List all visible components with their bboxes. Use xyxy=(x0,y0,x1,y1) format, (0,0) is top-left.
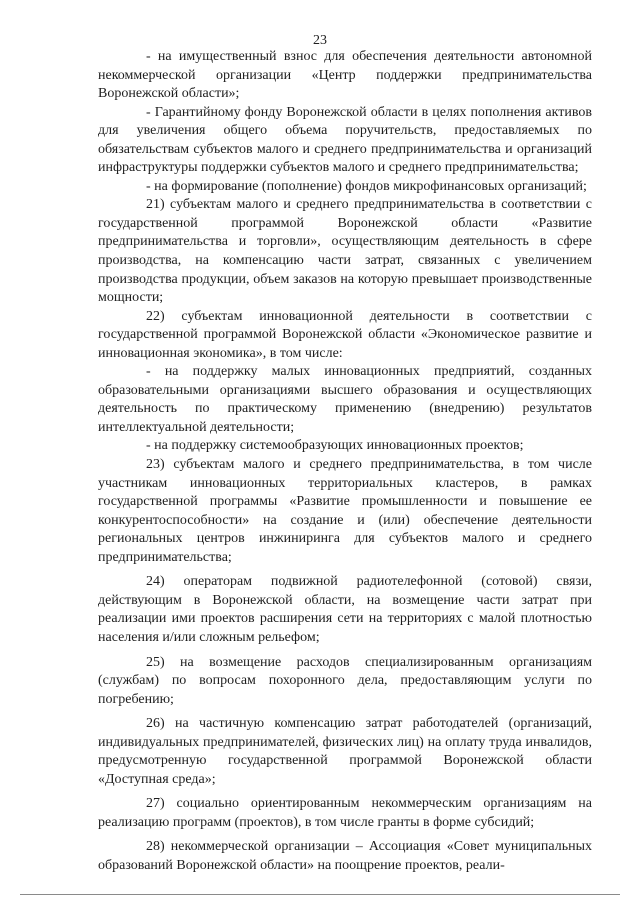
paragraph-item-23: 23) субъектам малого и среднего предпринимательства, в том числе участникам инновационных территориальных кластеров, в рамках государственной программы «Развитие промышленности и повышение ее конкурентоспособности» на создание и (или) обеспечение деятельности региональных центров инжиниринга для субъектов малого и среднего предпринимательства; xyxy=(98,457,592,565)
paragraph-item-26: 26) на частичную компенсацию затрат работодателей (организаций, индивидуальных предпринимателей, физических лиц) на оплату труда инвалидов, предусмотренную государственной программой Воронежской области «Доступная среда»; xyxy=(98,716,592,787)
document-body xyxy=(98,48,592,876)
paragraph-guarantee-fund: - Гарантийному фонду Воронежской области в целях пополнения активов для увеличения общего объема поручительств, предоставляемых по обязательствам субъектов малого и среднего предпринимательства и организаций инфраструктуры поддержки субъектов малого и среднего предпринимательства; xyxy=(98,104,592,176)
page-number: 23 xyxy=(313,33,327,48)
paragraph-item-27: 27) социально ориентированным некоммерческим организациям на реализацию программ (проектов), в том числе гранты в форме субсидий; xyxy=(98,796,592,830)
paragraph-item-21: 21) субъектам малого и среднего предпринимательства в соответствии с государственной программой Воронежской области «Развитие предпринимательства и торговли», осуществляющим деятельность в сфере производства, на компенсацию части затрат, связанных с увеличением производства продукции, объем заказов на которую превышает производственные мощности; xyxy=(98,197,592,306)
paragraph-item-25: 25) на возмещение расходов специализированным организациям (службам) по вопросам похоронного дела, предоставляющим услуги по погребению; xyxy=(98,654,592,707)
paragraph-item-24: 24) операторам подвижной радиотелефонной (сотовой) связи, действующим в Воронежской области, на возмещение части затрат при реализации ими проектов расширения сети на территориях с малой плотностью населения и/или сложным рельефом; xyxy=(98,574,592,645)
bottom-rule xyxy=(20,894,620,895)
paragraph-small-innovative: - на поддержку малых инновационных предприятий, созданных образовательными организациями высшего образования и осуществляющих деятельность по практическому применению (внедрению) результатов интеллектуальной деятельности; xyxy=(98,364,592,435)
paragraph-item-22: 22) субъектам инновационной деятельности в соответствии с государственной программой Воронежской области «Экономическое развитие и инновационная экономика», в том числе: xyxy=(98,308,592,361)
paragraph-item-28: 28) некоммерческой организации – Ассоциация «Совет муниципальных образований Воронежской области» на поощрение проектов, реали- xyxy=(98,839,592,873)
paragraph-ano-center: - на имущественный взнос для обеспечения деятельности автономной некоммерческой организации «Центр поддержки предпринимательства Воронежской области»; xyxy=(98,49,592,102)
paragraph-microfinance: - на формирование (пополнение) фондов микрофинансовых организаций; xyxy=(146,178,587,194)
paragraph-system-projects: - на поддержку системообразующих инновационных проектов; xyxy=(146,438,524,454)
